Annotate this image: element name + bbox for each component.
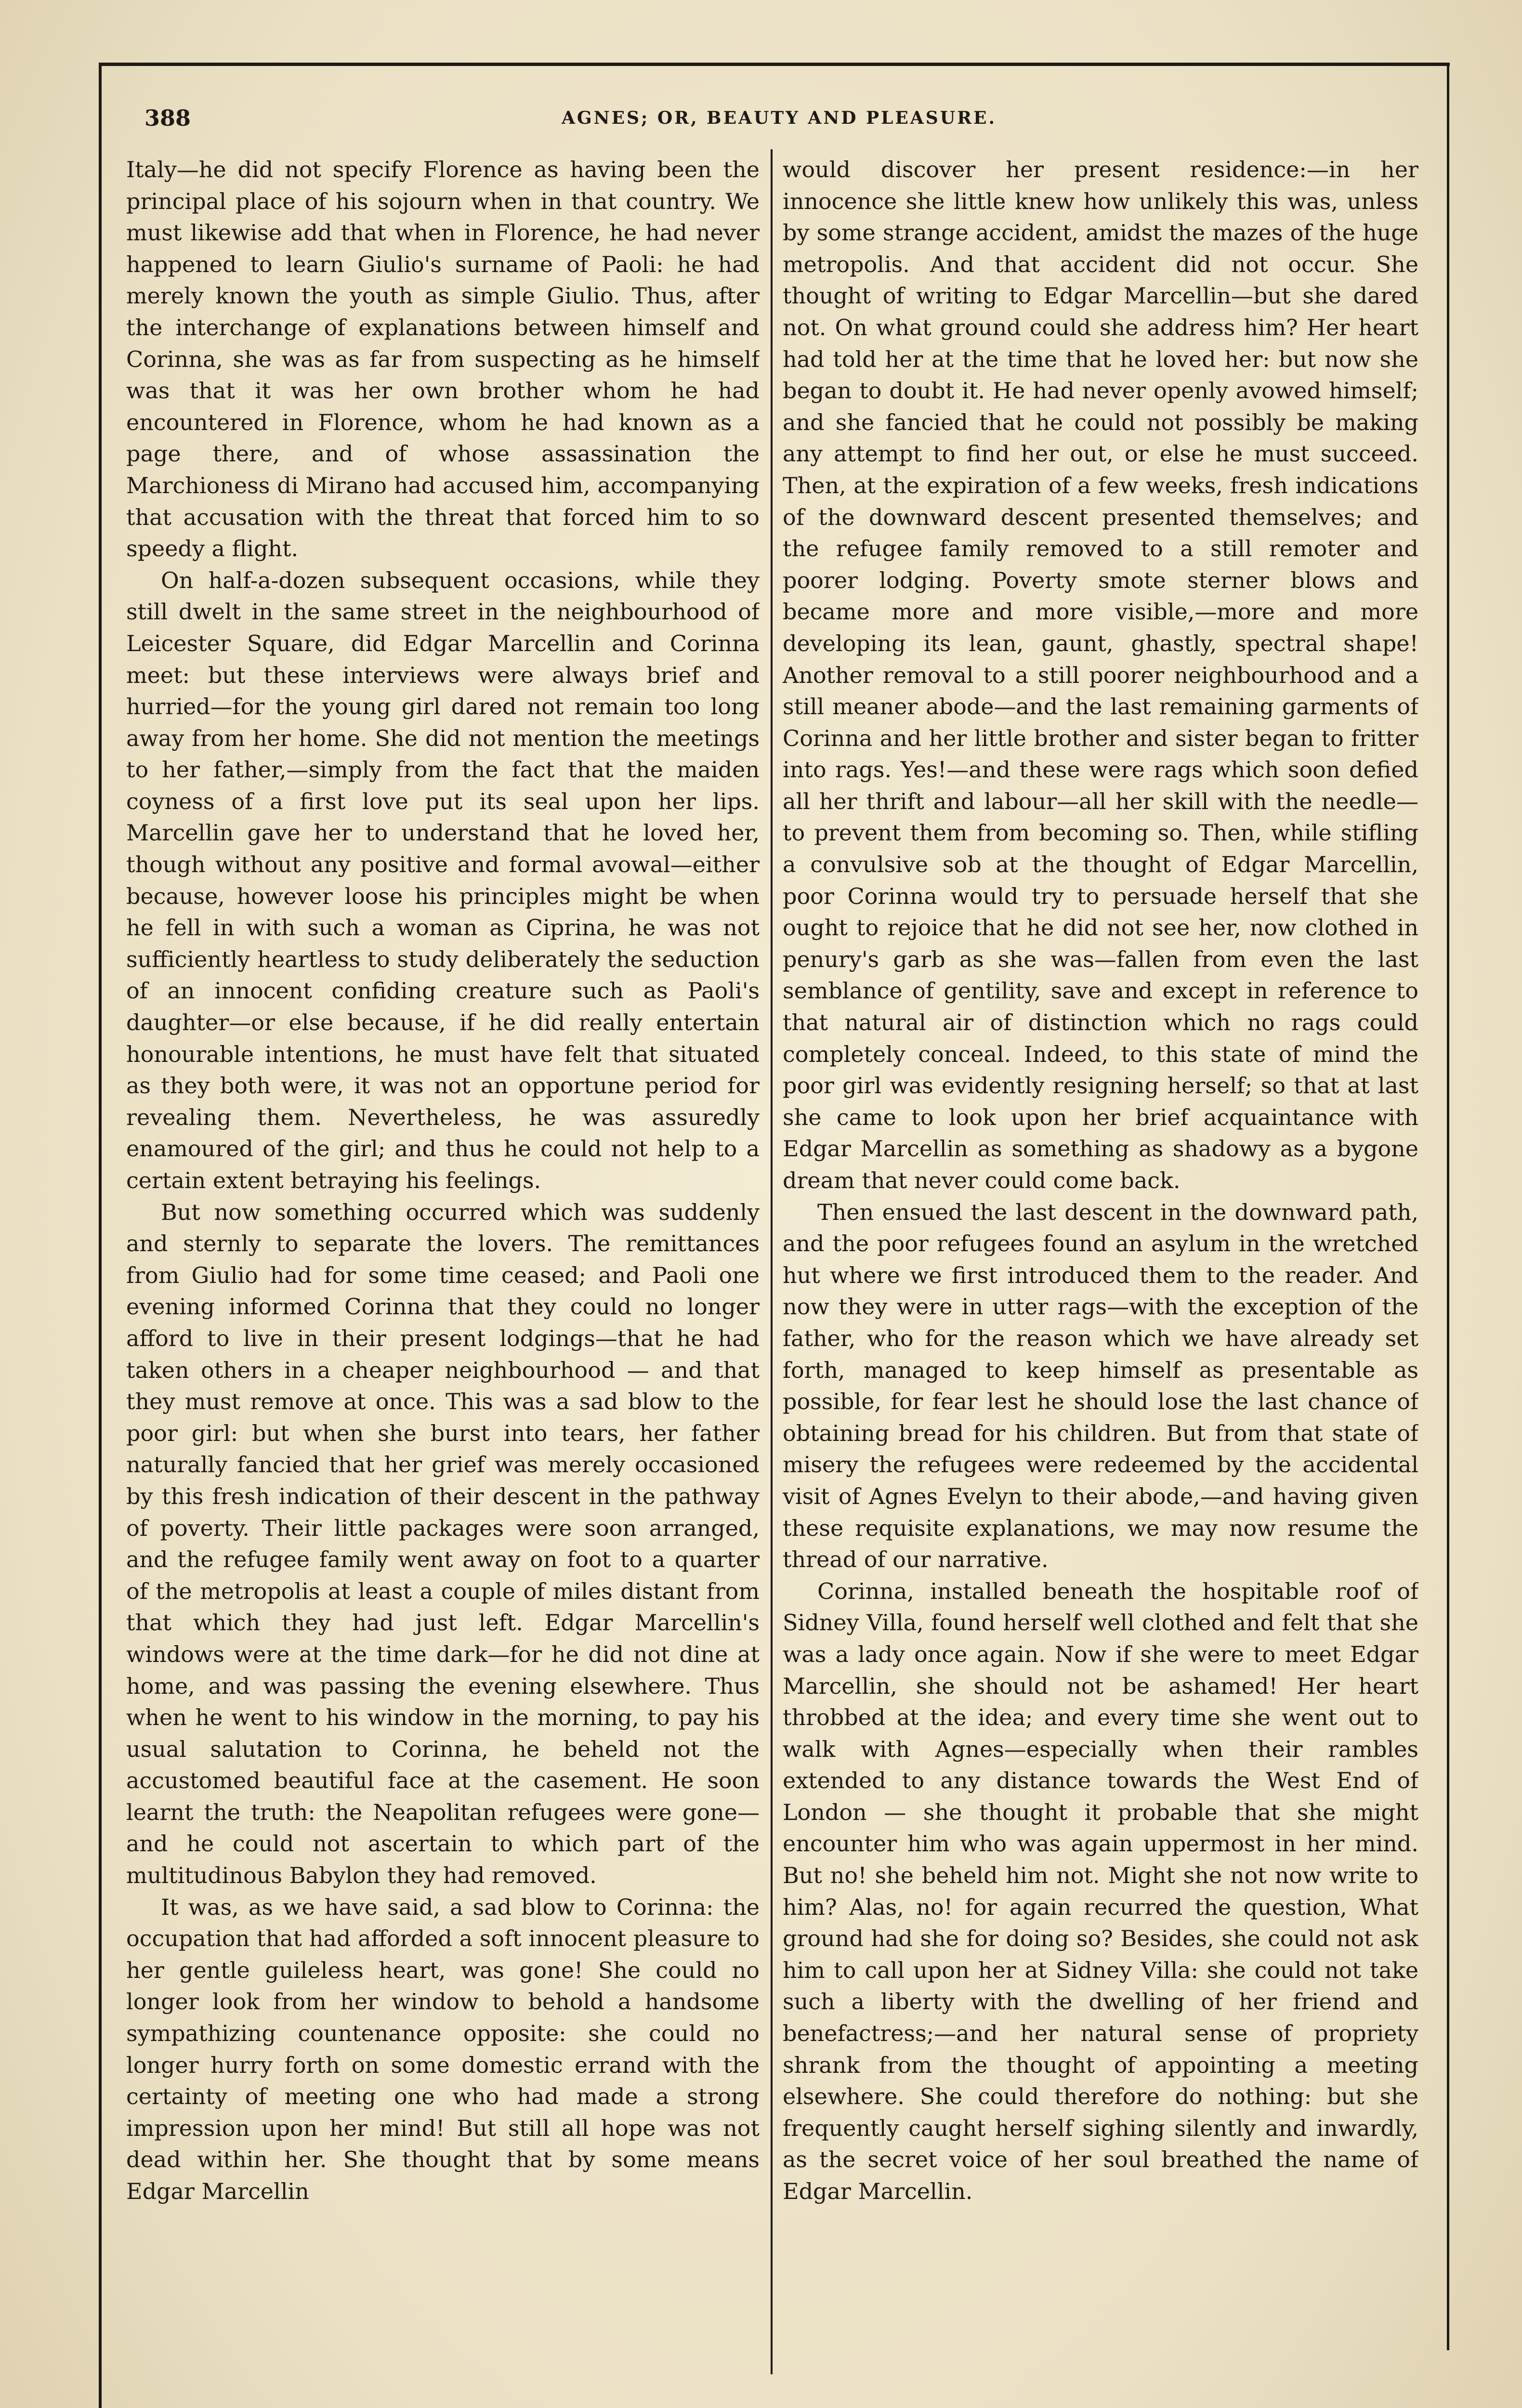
paragraph: Corinna, installed beneath the hospitable roof of Sidney Villa, found herself well clothed and felt that she was a lady once again. Now if she were to meet Edgar Marcellin, she should not be ashamed! Her heart throbbed at the idea; and every time she went out to walk with Agnes—especially when their rambles extended to any distance towards the West End of London — she thought it probable that she might encounter him who was again uppermost in her mind. But no! she beheld him not. Might she not now write to him? Alas, no! for again recurred the question, What ground had she for doing so? Besides, she could not ask him to call upon her at Sidney Villa: she could not take such a liberty with the dwelling of her friend and benefactress;—and her natural sense of propriety shrank from the thought of appointing a meeting elsewhere. She could therefore do nothing: but she frequently caught herself sighing silently and inwardly, as the secret voice of her soul breathed the name of Edgar Marcellin. (783, 1578, 1418, 2204)
right-column (783, 154, 1418, 2369)
paragraph: On half-a-dozen subsequent occasions, while they still dwelt in the same street in the neighbourhood of Leicester Square, did Edgar Marcellin and Corinna meet: but these interviews were always brief and hurried—for the young girl dared not remain too long away from her home. She did not mention the meetings to her father,—simply from the fact that the maiden coyness of a first love put its seal upon her lips. Marcellin gave her to understand that he loved her, though without any positive and formal avowal—either because, however loose his principles might be when he fell in with such a woman as Ciprina, he was not sufficiently heartless to study deliberately the seduction of an innocent confiding creature such as Paoli's daughter—or else because, if he did really entertain honourable intentions, he must have felt that situated as they both were, it was not an opportune period for revealing them. Nevertheless, he was assuredly enamoured of the girl; and thus he could not help to a certain extent betraying his feelings. (126, 567, 760, 1193)
paragraph: Then ensued the last descent in the downward path, and the poor refugees found an asylum in the wretched hut where we first introduced them to the reader. And now they were in utter rags—with the exception of the father, who for the reason which we have already set forth, managed to keep himself as presentable as possible, for fear lest he should lose the last chance of obtaining bread for his children. But from that state of misery the refugees were redeemed by the accidental visit of Agnes Evelyn to their abode,—and having given these requisite explanations, we may now resume the thread of our narrative. (783, 1199, 1418, 1573)
column-divider (771, 149, 773, 2374)
page-number: 388 (144, 105, 191, 131)
paragraph: Italy—he did not specify Florence as having been the principal place of his sojourn when in that country. We must likewise add that when in Florence, he had never happened to learn Giulio's surname of Paoli: he had merely known the youth as simple Giulio. Thus, after the interchange of explanations between himself and Corinna, she was as far from suspecting as he himself was that it was her own brother whom he had encountered in Florence, whom he had known as a page there, and of whose assassination the Marchioness di Mirano had accused him, accompanying that accusation with the threat that forced him to so speedy a flight. (126, 157, 760, 562)
left-rule (99, 63, 102, 2408)
page-header (140, 104, 1418, 132)
running-title: AGNES; OR, BEAUTY AND PLEASURE. (561, 108, 997, 128)
left-column (126, 154, 760, 2369)
paragraph: It was, as we have said, a sad blow to Corinna: the occupation that had afforded a soft innocent pleasure to her gentle guileless heart, was gone! She could no longer look from her window to behold a handsome sympathizing countenance opposite: she could no longer hurry forth on some domestic errand with the certainty of meeting one who had made a strong impression upon her mind! But still all hope was not dead within her. She thought that by some means Edgar Marcellin (126, 1894, 760, 2204)
paragraph: But now something occurred which was suddenly and sternly to separate the lovers. The remittances from Giulio had for some time ceased; and Paoli one evening informed Corinna that they could no longer afford to live in their present lodgings—that he had taken others in a cheaper neighbourhood — and that they must remove at once. This was a sad blow to the poor girl: but when she burst into tears, her father naturally fancied that her grief was merely occasioned by this fresh indication of their descent in the pathway of poverty. Their little packages were soon arranged, and the refugee family went away on foot to a quarter of the metropolis at least a couple of miles distant from that which they had just left. Edgar Marcellin's windows were at the time dark—for he did not dine at home, and was passing the evening elsewhere. Thus when he went to his window in the morning, to pay his usual salutation to Corinna, he beheld not the accustomed beautiful face at the casement. He soon learnt the truth: the Neapolitan refugees were gone—and he could not ascertain to which part of the multitudinous Babylon they had removed. (126, 1199, 760, 1889)
top-rule (99, 63, 1450, 66)
paragraph: would discover her present residence:—in her innocence she little knew how unlikely this was, unless by some strange accident, amidst the mazes of the huge metropolis. And that accident did not occur. She thought of writing to Edgar Marcellin—but she dared not. On what ground could she address him? Her heart had told her at the time that he loved her: but now she began to doubt it. He had never openly avowed himself; and she fancied that he could not possibly be making any attempt to find her out, or else he must succeed. Then, at the expiration of a few weeks, fresh indications of the downward descent presented themselves; and the refugee family removed to a still remoter and poorer lodging. Poverty smote sterner blows and became more and more visible,—more and more developing its lean, gaunt, ghastly, spectral shape! Another removal to a still poorer neighbourhood and a still meaner abode—and the last remaining garments of Corinna and her little brother and sister began to fritter into rags. Yes!—and these were rags which soon defied all her thrift and labour—all her skill with the needle—to prevent them from becoming so. Then, while stifling a convulsive sob at the thought of Edgar Marcellin, poor Corinna would try to persuade herself that she ought to rejoice that he did not see her, now clothed in penury's garb as she was—fallen from even the last semblance of gentility, save and except in reference to that natural air of distinction which no rags could completely conceal. Indeed, to this state of mind the poor girl was evidently resigning herself; so that at last she came to look upon her brief acquaintance with Edgar Marcellin as something as shadowy as a bygone dream that never could come back. (783, 157, 1418, 1193)
right-rule (1447, 63, 1449, 2350)
